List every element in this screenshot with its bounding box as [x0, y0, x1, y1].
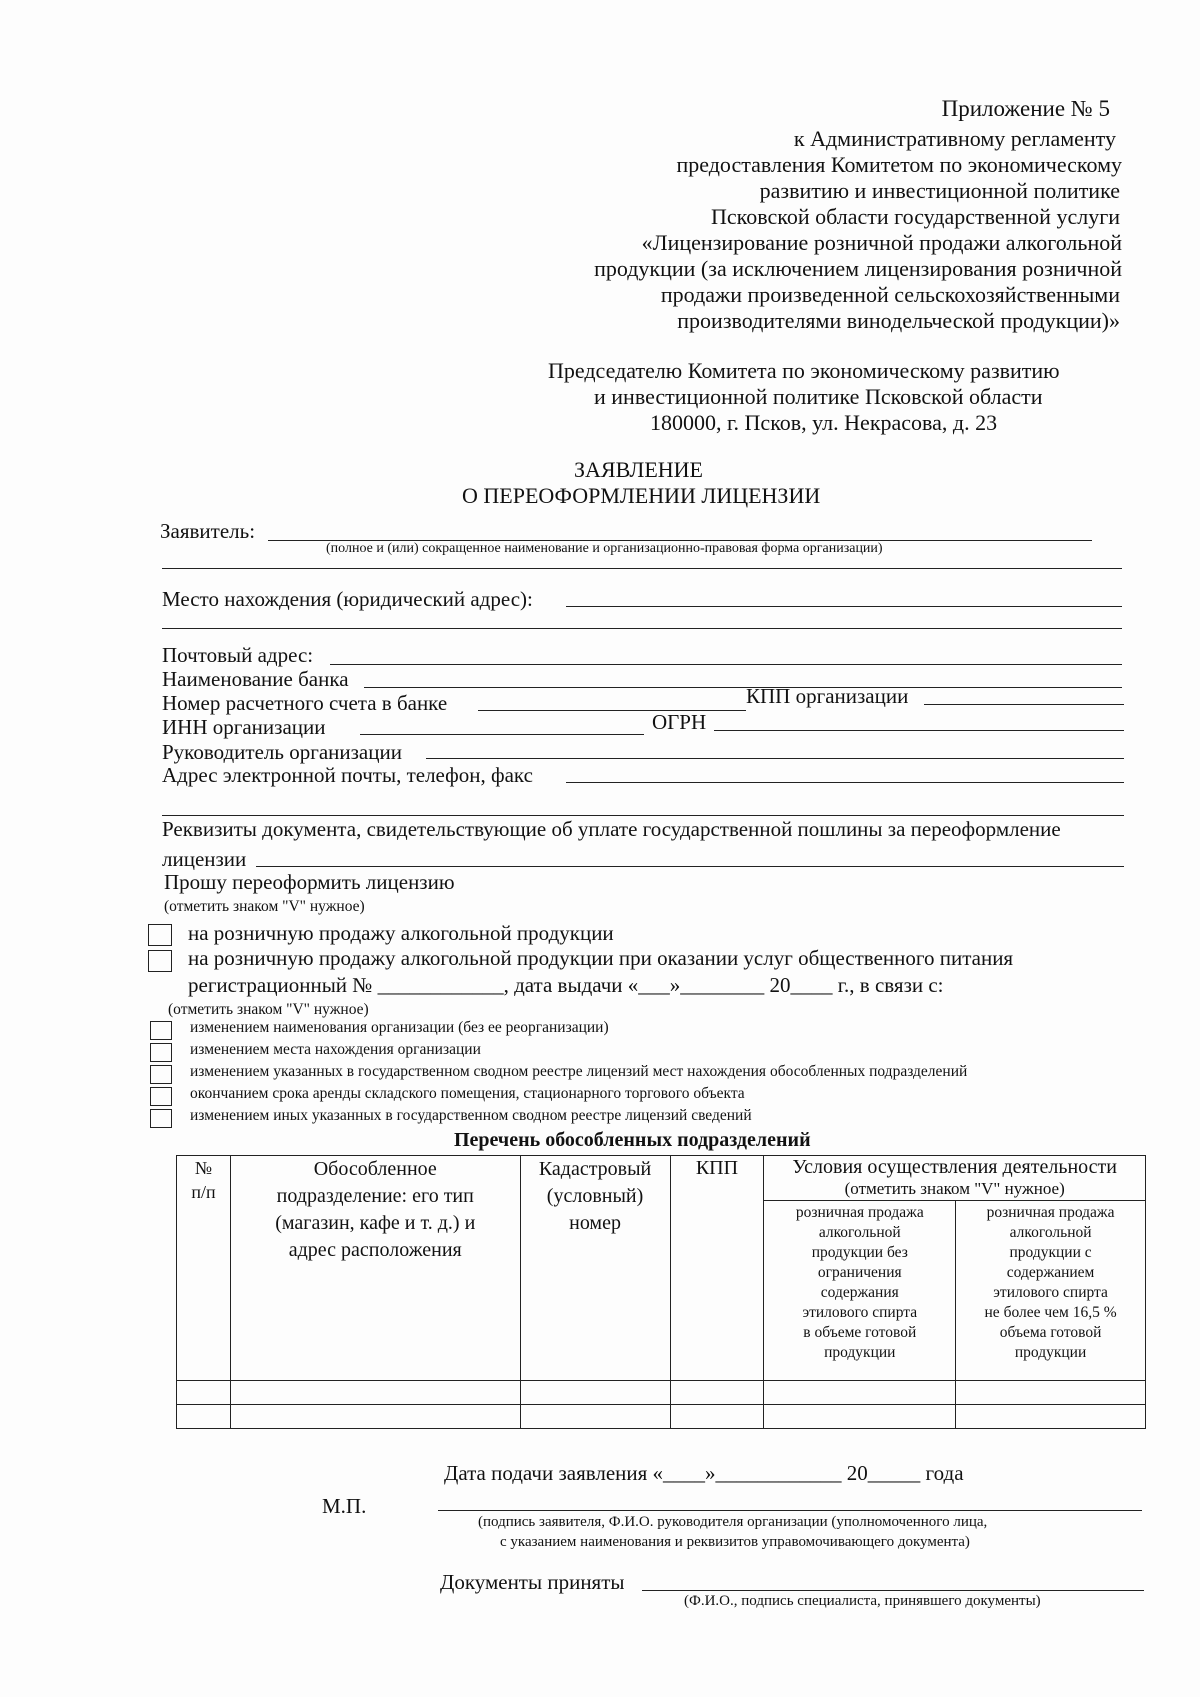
duty-label: Реквизиты документа, свидетельствующие об уплате государственной пошлины за переоформление	[162, 817, 1061, 841]
document-subtitle: О ПЕРЕОФОРМЛЕНИИ ЛИЦЕНЗИИ	[462, 483, 821, 508]
col-unit-line: адрес расположения	[288, 1239, 462, 1261]
annex-line: продажи произведенной сельскохозяйственными	[660, 282, 1120, 307]
document-title: ЗАЯВЛЕНИЕ	[574, 457, 703, 482]
inn-field[interactable]	[360, 734, 644, 735]
sub-line: содержанием	[1006, 1264, 1095, 1281]
table-title: Перечень обособленных подразделений	[454, 1129, 811, 1151]
reason-lease-label: окончанием срока аренды складского помещения, стационарного торгового объекта	[190, 1085, 745, 1102]
table-cell[interactable]	[670, 1381, 764, 1405]
col-conditions-header	[764, 1156, 1146, 1201]
sub-line: розничная продажа	[795, 1204, 924, 1221]
table-cell[interactable]	[956, 1405, 1146, 1429]
inn-label: ИНН организации	[162, 715, 326, 739]
col-cadastre-header	[520, 1156, 670, 1381]
sub-line: этилового спирта	[802, 1304, 918, 1321]
annex-line: к Административному регламенту	[793, 126, 1116, 151]
col-number-header	[177, 1156, 231, 1381]
table-cell[interactable]	[520, 1405, 670, 1429]
mark-hint-2: (отметить знаком "V" нужное)	[168, 1001, 369, 1018]
reason-name-checkbox[interactable]	[150, 1021, 172, 1040]
reason-location-checkbox[interactable]	[150, 1043, 172, 1062]
reason-subdivisions-checkbox[interactable]	[150, 1065, 172, 1084]
sub-line: этилового спирта	[993, 1284, 1108, 1301]
contacts-field[interactable]	[566, 782, 1124, 783]
option-retail-checkbox[interactable]	[148, 924, 172, 946]
applicant-hint: (полное и (или) сокращенное наименование и организационно-правовая форма организации)	[326, 541, 883, 556]
duty-field[interactable]	[256, 866, 1124, 867]
annex-line: производителями винодельческой продукции)»	[677, 308, 1120, 333]
contacts-field-cont[interactable]	[162, 815, 1124, 816]
applicant-field-cont[interactable]	[162, 568, 1122, 569]
annex-line: продукции (за исключением лицензирования розничной	[594, 256, 1122, 281]
col-kpp-header: КПП	[670, 1156, 764, 1381]
mark-hint: (отметить знаком "V" нужное)	[164, 898, 365, 915]
director-field[interactable]	[426, 758, 1124, 759]
stamp-placeholder: М.П.	[322, 1494, 367, 1518]
subdivisions-table	[176, 1155, 1146, 1429]
legal-address-field-cont[interactable]	[162, 628, 1122, 629]
sub-line: продукции с	[1009, 1244, 1092, 1261]
duty-label-cont: лицензии	[162, 847, 247, 871]
table-cell[interactable]	[764, 1405, 956, 1429]
annex-line: предоставления Комитетом по экономическому	[676, 152, 1122, 177]
accepted-label: Документы приняты	[440, 1570, 625, 1594]
col-conditions-hint: (отметить знаком "V" нужное)	[844, 1179, 1065, 1198]
sub-line: алкогольной	[1009, 1224, 1092, 1241]
option-catering-label: на розничную продажу алкогольной продукции при оказании услуг общественного питания	[188, 946, 1014, 970]
sub-line: ограничения	[817, 1264, 902, 1281]
accepted-hint: (Ф.И.О., подпись специалиста, принявшего документы)	[684, 1593, 1041, 1609]
sub-line: продукции без	[811, 1244, 908, 1261]
col-unit-header	[230, 1156, 520, 1381]
table-cell[interactable]	[230, 1405, 520, 1429]
annex-line: развитию и инвестиционной политике	[759, 178, 1120, 203]
table-cell[interactable]	[670, 1405, 764, 1429]
accepted-field[interactable]	[642, 1590, 1144, 1591]
reason-lease-checkbox[interactable]	[150, 1087, 172, 1106]
bank-name-label: Наименование банка	[162, 667, 349, 691]
option-retail-label: на розничную продажу алкогольной продукции	[188, 921, 614, 945]
annex-line: Псковской области государственной услуги	[711, 204, 1120, 229]
col-unrestricted-header	[764, 1201, 956, 1381]
col-restricted-header	[956, 1201, 1146, 1381]
table-cell[interactable]	[764, 1381, 956, 1405]
col-unit-line: (магазин, кафе и т. д.) и	[275, 1212, 476, 1234]
sub-line: продукции	[1014, 1344, 1087, 1361]
signature-hint-cont: с указанием наименования и реквизитов управомочивающего документа)	[500, 1534, 970, 1550]
ogrn-field[interactable]	[714, 730, 1124, 731]
table-row	[177, 1381, 1146, 1405]
col-cadastre-line: Кадастровый	[538, 1158, 652, 1180]
col-conditions-line: Условия осуществления деятельности	[792, 1156, 1117, 1178]
reason-location-label: изменением места нахождения организации	[190, 1041, 481, 1058]
table-cell[interactable]	[177, 1381, 231, 1405]
signature-field[interactable]	[438, 1510, 1142, 1511]
table-cell[interactable]	[177, 1405, 231, 1429]
col-cadastre-line: (условный)	[546, 1185, 644, 1207]
bank-name-field[interactable]	[364, 687, 1122, 688]
reason-subdivisions-label: изменением указанных в государственном сводном реестре лицензий мест нахождения обособленных подразделений	[190, 1063, 968, 1080]
contacts-label: Адрес электронной почты, телефон, факс	[162, 763, 533, 787]
sub-line: в объеме готовой	[803, 1324, 917, 1341]
option-catering-checkbox[interactable]	[148, 950, 172, 972]
addressee-line: и инвестиционной политике Псковской области	[594, 384, 1043, 409]
legal-address-label: Место нахождения (юридический адрес):	[162, 587, 533, 611]
col-number-line: п/п	[191, 1182, 216, 1202]
account-label: Номер расчетного счета в банке	[162, 691, 448, 715]
request-text: Прошу переоформить лицензию	[164, 870, 455, 894]
addressee-line: 180000, г. Псков, ул. Некрасова, д. 23	[650, 410, 998, 435]
postal-address-field[interactable]	[330, 664, 1122, 665]
table-cell[interactable]	[230, 1381, 520, 1405]
sub-line: алкогольной	[818, 1224, 901, 1241]
reason-other-label: изменением иных указанных в государственном сводном реестре лицензий сведений	[190, 1107, 752, 1124]
submission-date: Дата подачи заявления «____»____________ 20_____ года	[444, 1461, 964, 1485]
table-cell[interactable]	[520, 1381, 670, 1405]
reason-name-label: изменением наименования организации (без ее реорганизации)	[190, 1019, 609, 1036]
sub-line: содержания	[820, 1284, 899, 1301]
kpp-field[interactable]	[924, 704, 1124, 705]
annex-title: Приложение № 5	[941, 96, 1110, 121]
annex-line: «Лицензирование розничной продажи алкогольной	[641, 230, 1122, 255]
postal-address-label: Почтовый адрес:	[162, 643, 314, 667]
registration-line: регистрационный № ____________, дата выдачи «___»________ 20____ г., в связи с:	[188, 973, 944, 997]
col-unit-line: Обособленное	[313, 1158, 437, 1180]
table-row	[177, 1405, 1146, 1429]
col-cadastre-line: номер	[569, 1212, 621, 1234]
col-number-line: №	[194, 1158, 213, 1178]
sub-line: не более чем 16,5 %	[984, 1304, 1117, 1321]
ogrn-label: ОГРН	[652, 710, 707, 734]
signature-hint: (подпись заявителя, Ф.И.О. руководителя организации (уполномоченного лица,	[478, 1514, 988, 1530]
addressee-line: Председателю Комитета по экономическому развитию	[548, 358, 1060, 383]
sub-line: розничная продажа	[986, 1204, 1115, 1221]
kpp-label: КПП организации	[746, 684, 909, 708]
reason-other-checkbox[interactable]	[150, 1109, 172, 1128]
director-label: Руководитель организации	[162, 740, 402, 764]
table-cell[interactable]	[956, 1381, 1146, 1405]
sub-line: объема готовой	[999, 1324, 1102, 1341]
legal-address-field[interactable]	[566, 606, 1122, 607]
applicant-label: Заявитель:	[160, 519, 256, 543]
sub-line: продукции	[824, 1344, 896, 1361]
col-unit-line: подразделение: его тип	[276, 1185, 474, 1207]
